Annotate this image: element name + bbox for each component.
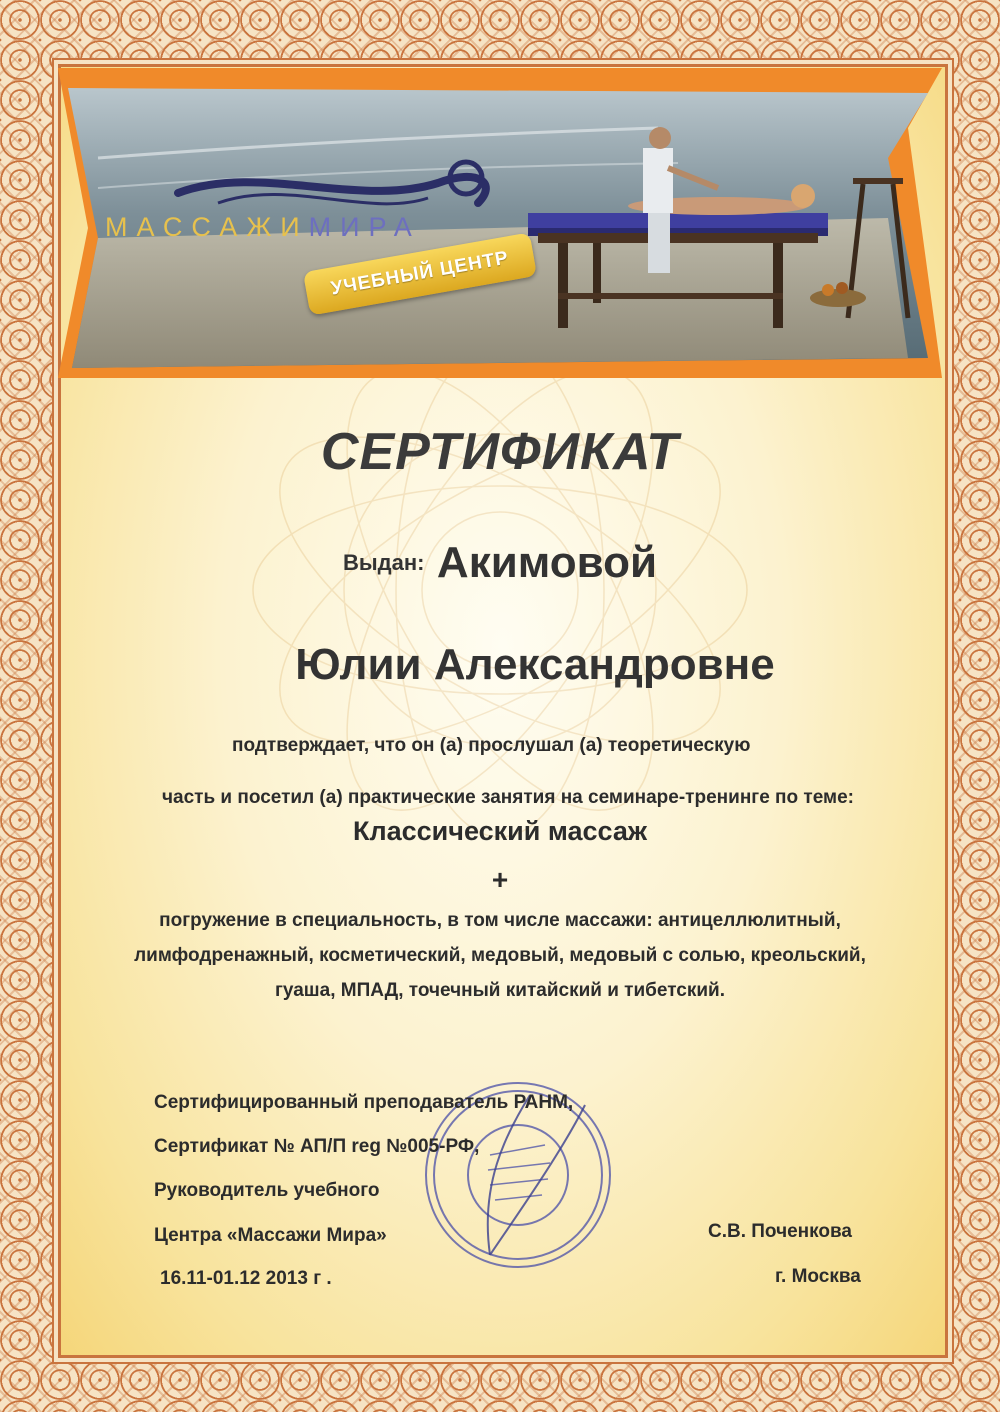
footer-line-3: Руководитель учебного — [154, 1180, 380, 1201]
guilloche-pattern — [240, 330, 760, 850]
signatory-name: С.В. Поченкова — [708, 1221, 853, 1242]
description-line-2: лимфодренажный, косметический, медовый, медовый с солью, креольский, — [134, 945, 866, 966]
plus-sign: + — [491, 864, 509, 895]
logo-wordmark — [105, 212, 421, 243]
footer-line-4: Центра «Массажи Мира» — [154, 1225, 387, 1246]
issued-label: Выдан: — [342, 550, 425, 575]
confirm-line-2: часть и посетил (а) практические занятия на семинаре-тренинге по теме: — [162, 787, 854, 808]
footer-line-2: Сертификат № АП/П reg №005-РФ, — [154, 1136, 480, 1157]
certificate-title: СЕРТИФИКАТ — [320, 423, 680, 481]
course-dates: 16.11-01.12 2013 г . — [160, 1268, 332, 1289]
course-subject: Классический массаж — [353, 816, 647, 846]
recipient-surname: Акимовой — [436, 538, 658, 587]
logo-part-massazhi: МАССАЖИ — [105, 212, 309, 242]
issued-line — [0, 538, 1000, 588]
badge-label: УЧЕБНЫЙ ЦЕНТР — [329, 247, 511, 300]
footer-line-1: Сертифицированный преподаватель РАНМ, — [154, 1092, 574, 1113]
description-line-1: погружение в специальность, в том числе массажи: антицеллюлитный, — [159, 910, 841, 931]
logo-part-mira: МИРА — [308, 212, 421, 242]
recipient-given-names: Юлии Александровне — [295, 640, 775, 689]
confirm-line-1: подтверждает, что он (а) прослушал (а) теоретическую — [232, 735, 751, 756]
description-line-3: гуаша, МПАД, точечный китайский и тибетский. — [275, 980, 725, 1001]
city: г. Москва — [775, 1266, 861, 1287]
